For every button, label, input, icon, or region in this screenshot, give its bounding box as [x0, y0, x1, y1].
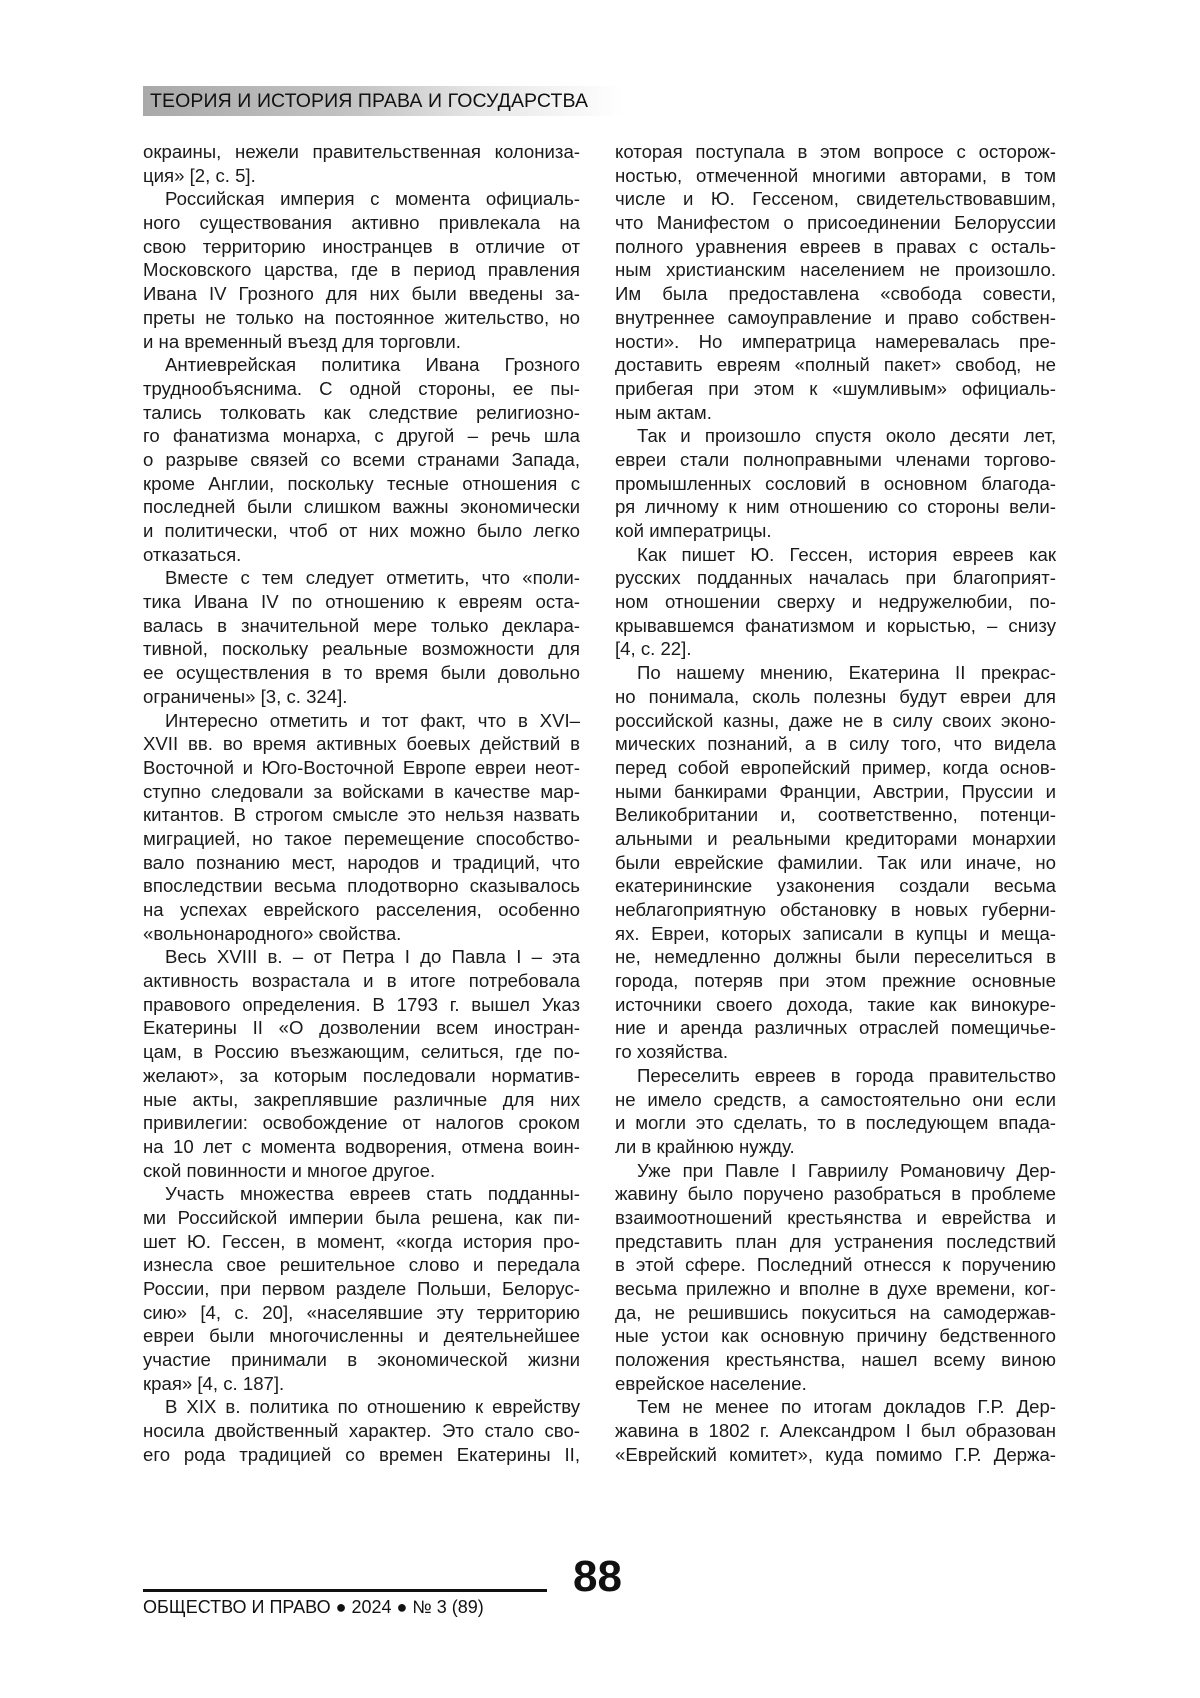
text-line: города, потеряв при этом прежние основные	[615, 970, 1056, 992]
journal-footer: ОБЩЕСТВО И ПРАВО ● 2024 ● № 3 (89)	[143, 1597, 484, 1617]
text-line: тивной, поскольку реальные возможности для	[143, 638, 580, 660]
text-line: «вольнонародного» свойства.	[143, 922, 402, 944]
text-line: ях. Евреи, которых записали в купцы и меща-	[615, 922, 1056, 944]
text-line: впоследствии весьма плодотворно сказывалось	[143, 875, 580, 897]
text-line: Ивана IV Грозного для них были введены за-	[143, 283, 580, 305]
text-line: ее осуществления в то время были довольно	[143, 662, 580, 684]
text-line: но понимала, сколь полезны будут евреи для	[615, 685, 1056, 707]
text-line: Так и произошло спустя около десяти лет,	[637, 425, 1056, 447]
text-line: тика Ивана IV по отношению к евреям оста-	[143, 591, 580, 613]
text-line: на 10 лет с момента водворения, отмена воин-	[143, 1135, 580, 1157]
text-line: русских подданных началась при благоприят-	[615, 567, 1056, 589]
text-line: ря личному к ним отношению со стороны вели-	[615, 496, 1056, 518]
text-line: участие принимали в экономической жизни	[143, 1349, 580, 1371]
text-column-right	[615, 140, 1056, 1467]
text-line: свою территорию иностранцев в отличие от	[143, 235, 580, 257]
text-line: преты не только на постоянное жительство, но	[143, 306, 580, 328]
text-line: альными и реальными кредиторами монархии	[615, 827, 1056, 849]
text-line: носила двойственный характер. Это стало сво-	[143, 1420, 580, 1442]
text-line: Тем не менее по итогам докладов Г.Р. Дер-	[637, 1396, 1056, 1418]
text-line: которая поступала в этом вопросе с осторож-	[615, 141, 1056, 162]
text-line: окраины, нежели правительственная колониза-	[143, 141, 580, 162]
text-line: миграцией, но такое перемещение способство-	[143, 827, 580, 849]
text-line: китантов. В строгом смысле это нельзя назвать	[143, 804, 580, 826]
text-line: сию» [4, с. 20], «населявшие эту территорию	[143, 1301, 580, 1323]
text-line: ным христианским населением не произошло.	[615, 259, 1056, 281]
footer-divider	[143, 1589, 547, 1592]
text-line: евреи были многочисленны и деятельнейшее	[143, 1325, 580, 1347]
text-line: Московского царства, где в период правления	[143, 259, 580, 281]
page-number: 88	[573, 1552, 622, 1601]
text-line: отказаться.	[143, 543, 242, 565]
text-line: правового определения. В 1793 г. вышел Указ	[143, 993, 580, 1015]
text-column-left	[143, 140, 580, 1467]
section-title: ТЕОРИЯ И ИСТОРИЯ ПРАВА И ГОСУДАРСТВА	[150, 90, 589, 112]
text-line: российской казны, даже не в силу своих эконо-	[615, 709, 1056, 731]
text-line: ли в крайнюю нужду.	[615, 1135, 795, 1157]
text-line: ные акты, закреплявшие различные для них	[143, 1088, 580, 1110]
text-line: В XIX в. политика по отношению к еврейству	[165, 1396, 580, 1418]
text-line: По нашему мнению, Екатерина II прекрас-	[637, 662, 1056, 684]
text-line: активность возрастала и в итоге потребовала	[143, 970, 580, 992]
text-line: его рода традицией со времен Екатерины II,	[143, 1443, 580, 1465]
text-line: источники своего дохода, такие как винокуре-	[615, 993, 1056, 1015]
text-line: изнесла свое решительное слово и передала	[143, 1254, 580, 1276]
text-line: не, немедленно должны были переселиться в	[615, 946, 1056, 968]
text-line: го хозяйства.	[615, 1041, 729, 1063]
text-line: Им была предоставлена «свобода совести,	[615, 283, 1056, 305]
text-line: перед собой европейский пример, когда основ-	[615, 756, 1056, 778]
text-line: промышленных сословий в основном благода-	[615, 472, 1056, 494]
text-line: Екатерины II «О дозволении всем иностран-	[143, 1017, 580, 1039]
text-line: Антиеврейская политика Ивана Грозного	[165, 354, 580, 376]
text-line: ступно следовали за войсками в качестве мар-	[143, 780, 580, 802]
text-line: Уже при Павле I Гавриилу Романовичу Дер-	[637, 1159, 1056, 1181]
text-line: положения крестьянства, нашел всему виною	[615, 1349, 1056, 1371]
text-line: прибегая при этом к «шумливым» официаль-	[615, 377, 1056, 399]
text-line: мических познаний, а в силу того, что видела	[615, 733, 1056, 755]
text-line: были еврейские фамилии. Так или иначе, но	[615, 851, 1056, 873]
text-line: и на временный въезд для торговли.	[143, 330, 461, 352]
text-line: ности». Но императрица намеревалась пре-	[615, 330, 1056, 352]
text-line: числе и Ю. Гессеном, свидетельствовавшим,	[615, 188, 1056, 210]
text-line: ными банкирами Франции, Австрии, Пруссии и	[615, 780, 1056, 802]
text-line: что Манифестом о присоединении Белоруссии	[615, 212, 1056, 234]
text-line: валась в значительной мере только деклара-	[143, 614, 580, 636]
text-line: ограничены» [3, с. 324].	[143, 685, 348, 707]
text-line: вало познанию мест, народов и традиций, что	[143, 851, 580, 873]
text-line: XVII вв. во время активных боевых действий в	[143, 733, 580, 755]
text-line: ном отношении сверху и недружелюбии, по-	[615, 591, 1056, 613]
text-line: полного уравнения евреев в правах с осталь-	[615, 235, 1056, 257]
text-line: екатерининские узаконения создали весьма	[615, 875, 1056, 897]
text-line: в этой сфере. Последний отнесся к поручению	[615, 1254, 1056, 1276]
text-line: Вместе с тем следует отметить, что «поли-	[165, 567, 580, 589]
text-line: го фанатизма монарха, с другой – речь шла	[143, 425, 580, 447]
text-line: Переселить евреев в города правительство	[637, 1064, 1056, 1086]
text-line: [4, с. 22].	[615, 638, 692, 660]
text-line: весьма прилежно и вполне в духе времени, ког-	[615, 1278, 1056, 1299]
text-line: цам, в Россию въезжающим, селиться, где по-	[143, 1041, 580, 1063]
text-line: ным актам.	[615, 401, 712, 423]
text-line: да, не решившись покуситься на самодержав-	[615, 1301, 1056, 1323]
text-line: «Еврейский комитет», куда помимо Г.Р. Держа-	[615, 1443, 1056, 1465]
text-line: шет Ю. Гессен, в момент, «когда история про-	[143, 1230, 580, 1252]
text-line: Как пишет Ю. Гессен, история евреев как	[637, 543, 1056, 565]
text-line: неблагоприятную обстановку в новых губерни-	[615, 899, 1056, 920]
text-line: кой императрицы.	[615, 520, 772, 541]
text-line: на успехах еврейского расселения, особенно	[143, 899, 580, 920]
text-line: кроме Англии, поскольку тесные отношения с	[143, 472, 580, 494]
text-line: о разрыве связей со всеми странами Запада,	[143, 448, 580, 470]
text-line: желают», за которым последовали норматив-	[143, 1064, 580, 1086]
text-line: не имело средств, а самостоятельно они если	[615, 1088, 1056, 1110]
text-line: ние и аренда различных отраслей помещичье-	[615, 1017, 1056, 1039]
text-line: Участь множества евреев стать подданны-	[165, 1183, 580, 1205]
text-line: ностью, отмеченной многими авторами, в том	[615, 164, 1056, 186]
text-line: привилегии: освобождение от налогов сроком	[143, 1112, 580, 1134]
text-line: ные устои как основную причину бедственного	[615, 1325, 1056, 1347]
text-line: крывавшемся фанатизмом и корыстью, – снизу	[615, 614, 1056, 636]
text-line: ми Российской империи была решена, как пи-	[143, 1206, 580, 1228]
text-line: труднообъяснима. С одной стороны, ее пы-	[143, 377, 580, 399]
text-line: ция» [2, с. 5].	[143, 164, 256, 186]
text-line: Великобритании и, соответственно, потенци-	[615, 804, 1056, 826]
text-line: еврейское население.	[615, 1372, 807, 1394]
text-line: внутреннее самоуправление и право собствен-	[615, 306, 1056, 328]
text-line: края» [4, с. 187].	[143, 1372, 285, 1394]
text-line: евреи стали полноправными членами торгово-	[615, 448, 1056, 470]
text-line: России, при первом разделе Польши, Белорус-	[143, 1278, 580, 1299]
text-line: жавину было поручено разобраться в проблеме	[615, 1183, 1056, 1205]
text-line: и могли это сделать, то в последующем впада-	[615, 1112, 1056, 1134]
text-line: Российская империя с момента официаль-	[165, 188, 580, 210]
text-line: последней были слишком важны экономически	[143, 496, 580, 518]
text-line: тались толковать как следствие религиозно-	[143, 401, 580, 423]
text-line: и политически, чтоб от них можно было легко	[143, 520, 580, 541]
text-line: ного существования активно привлекала на	[143, 212, 580, 234]
text-line: Весь XVIII в. – от Петра I до Павла I – эта	[165, 946, 580, 968]
text-line: Восточной и Юго-Восточной Европе евреи неот-	[143, 756, 580, 778]
text-line: жавина в 1802 г. Александром I был образован	[615, 1420, 1056, 1442]
text-line: представить план для устранения последствий	[615, 1230, 1056, 1252]
text-line: ской повинности и многое другое.	[143, 1159, 436, 1181]
text-line: Интересно отметить и тот факт, что в XVI–	[165, 709, 580, 731]
text-line: взаимоотношений крестьянства и еврейства и	[615, 1206, 1056, 1228]
text-line: доставить евреям «полный пакет» свобод, не	[615, 354, 1056, 376]
